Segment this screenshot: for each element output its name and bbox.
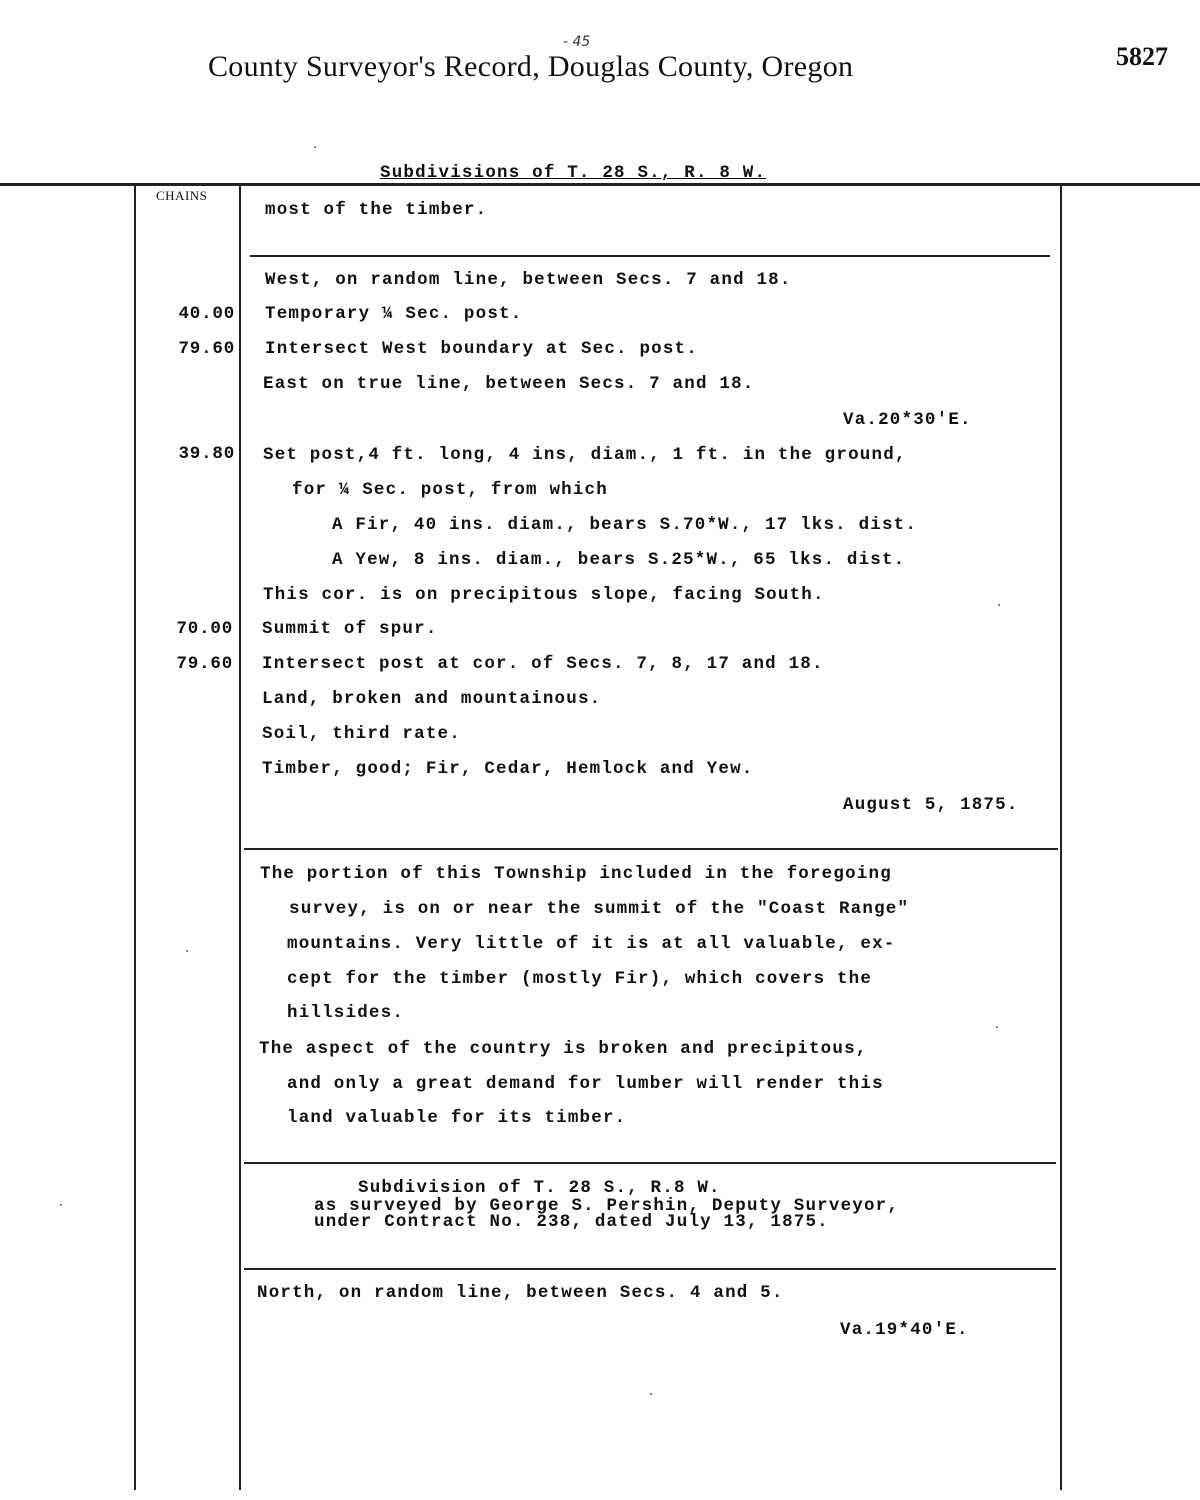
chain-value: 79.60 — [176, 654, 233, 674]
entry-text: North, on random line, between Secs. 4 and 5. — [257, 1283, 784, 1303]
remarks-text: hillsides. — [287, 1003, 405, 1023]
variation-note: Va.19*40'E. — [840, 1320, 969, 1340]
chains-column-right-rule — [239, 185, 241, 1490]
entry-text: for ¼ Sec. post, from which — [292, 480, 608, 500]
entry-text: Intersect post at cor. of Secs. 7, 8, 17 and 18. — [262, 654, 824, 674]
entry-text: Soil, third rate. — [262, 724, 461, 744]
subdivision-heading: as surveyed by George S. Pershin, Deputy Surveyor, — [314, 1196, 900, 1216]
scan-speck — [650, 1393, 652, 1395]
scan-speck — [314, 146, 316, 148]
chains-column-header: CHAINS — [156, 188, 208, 203]
section-divider — [244, 1268, 1056, 1270]
entry-text: Intersect West boundary at Sec. post. — [265, 339, 698, 359]
entry-text: A Fir, 40 ins. diam., bears S.70*W., 17 lks. dist. — [332, 515, 918, 535]
entry-text: Set post,4 ft. long, 4 ins, diam., 1 ft. in the ground, — [263, 445, 907, 465]
chains-column-left-rule — [134, 185, 136, 1490]
subdivision-heading: under Contract No. 238, dated July 13, 1875. — [314, 1212, 829, 1232]
remarks-text: The portion of this Township included in the foregoing — [260, 864, 892, 884]
table-title: Subdivisions of T. 28 S., R. 8 W. — [380, 163, 767, 183]
remarks-text: and only a great demand for lumber will render this — [287, 1074, 884, 1094]
page-title: County Surveyor's Record, Douglas County, Oregon — [208, 50, 854, 83]
entry-text: Temporary ¼ Sec. post. — [265, 304, 523, 324]
chain-value: 39.80 — [178, 444, 235, 464]
entry-text: This cor. is on precipitous slope, facing South. — [263, 585, 825, 605]
entry-date: August 5, 1875. — [843, 795, 1019, 815]
scan-speck — [60, 1204, 62, 1206]
entry-text: Summit of spur. — [262, 619, 438, 639]
entry-text: East on true line, between Secs. 7 and 18. — [263, 374, 755, 394]
remarks-text: land valuable for its timber. — [287, 1108, 627, 1128]
remarks-text: cept for the timber (mostly Fir), which covers the — [287, 969, 873, 989]
entry-text: A Yew, 8 ins. diam., bears S.25*W., 65 lks. dist. — [332, 550, 906, 570]
scan-speck — [186, 950, 188, 952]
section-divider — [244, 1162, 1056, 1164]
entry-text: West, on random line, between Secs. 7 and 18. — [265, 270, 792, 290]
handwritten-note: - 45 — [563, 34, 591, 50]
entry-text: most of the timber. — [265, 200, 488, 220]
remarks-text: The aspect of the country is broken and precipitous, — [259, 1039, 868, 1059]
table-top-rule — [0, 183, 1200, 186]
chain-value: 40.00 — [178, 304, 235, 324]
page-number: 5827 — [1116, 42, 1168, 71]
entry-text: Timber, good; Fir, Cedar, Hemlock and Yew. — [262, 759, 754, 779]
scan-speck — [996, 1026, 998, 1028]
section-divider — [244, 848, 1058, 850]
section-divider — [250, 255, 1050, 257]
table-right-rule — [1060, 185, 1062, 1490]
entry-text: Land, broken and mountainous. — [262, 689, 602, 709]
variation-note: Va.20*30'E. — [843, 410, 972, 430]
scan-speck — [998, 604, 1000, 606]
chain-value: 79.60 — [178, 339, 235, 359]
remarks-text: survey, is on or near the summit of the "Coast Range" — [289, 899, 910, 919]
subdivision-heading: Subdivision of T. 28 S., R.8 W. — [358, 1178, 721, 1198]
remarks-text: mountains. Very little of it is at all valuable, ex- — [287, 934, 896, 954]
chain-value: 70.00 — [176, 619, 233, 639]
